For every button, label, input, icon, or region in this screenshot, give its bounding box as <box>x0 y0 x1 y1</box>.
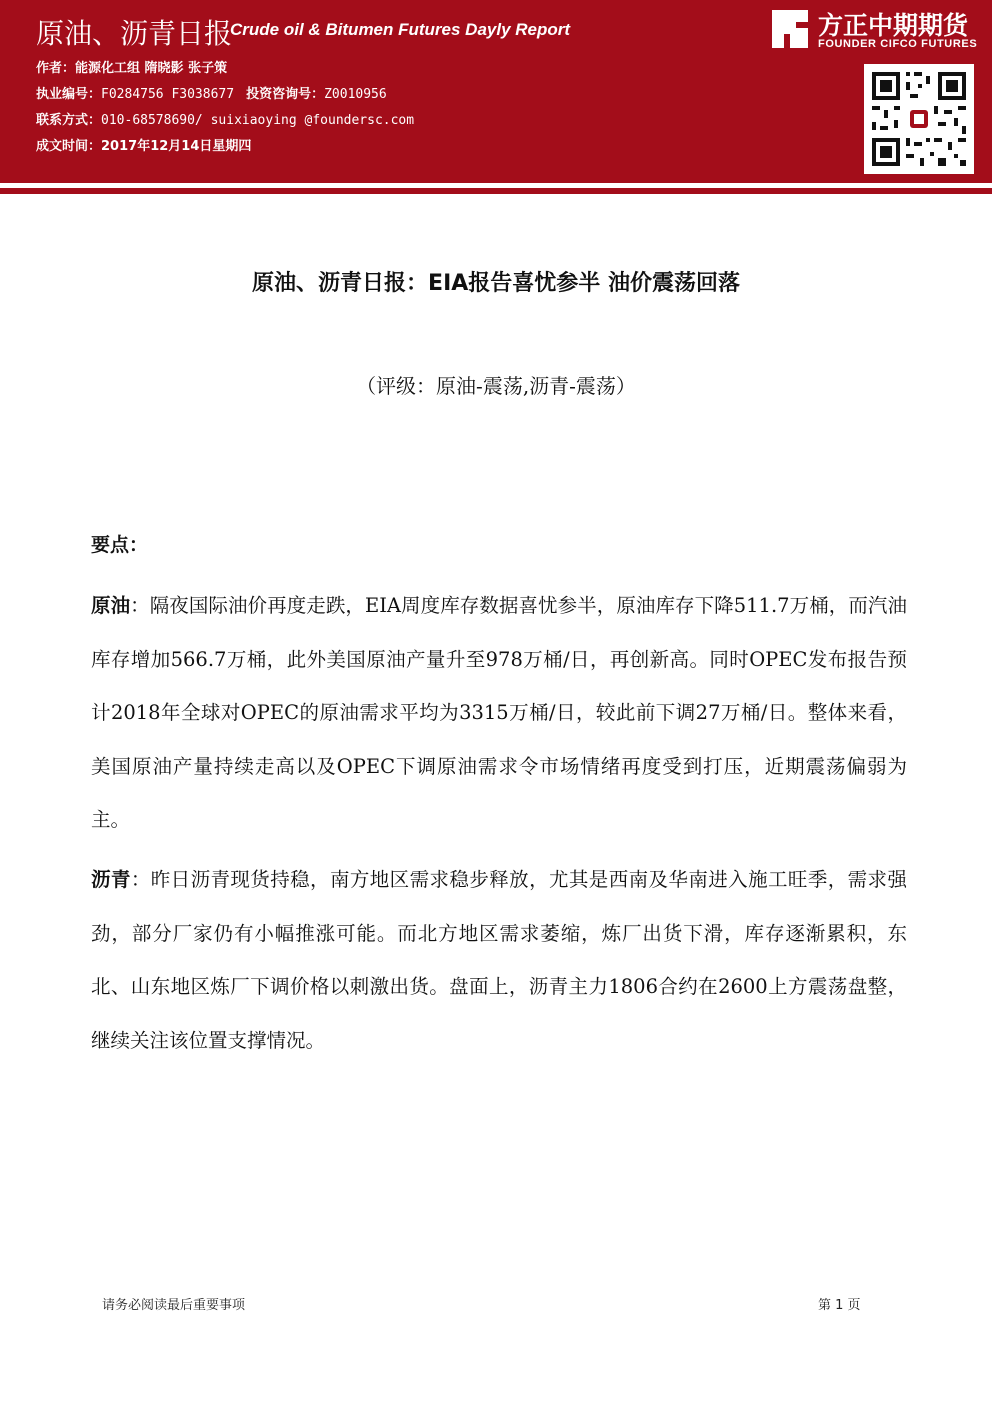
author-label: 作者： <box>36 61 76 76</box>
date-value: 2017年12月14日星期四 <box>101 139 252 154</box>
contact-label: 联系方式： <box>36 113 102 128</box>
company-logo <box>768 6 986 58</box>
report-header-banner <box>0 0 992 183</box>
header-divider <box>0 188 992 194</box>
license-line <box>36 83 387 102</box>
page-number: 第 1 页 <box>818 1298 861 1313</box>
company-logo-icon <box>768 6 812 52</box>
contact-line <box>36 109 414 128</box>
bitumen-text: ：昨日沥青现货持稳，南方地区需求稳步释放，尤其是西南及华南进入施工旺季，需求强劲，部分厂家仍有小幅推涨可能。而北方地区需求萎缩，炼厂出货下滑，库存逐渐累积，东北、山东地区炼厂下调价格以刺激出货。盘面上，沥青主力1806合约在2600上方震荡盘整，继续关注该位置支撑情况。 <box>91 868 907 1052</box>
document-title: 原油、沥青日报：EIA报告喜忧参半 油价震荡回落 <box>252 271 740 296</box>
report-title-en: Crude oil & Bitumen Futures Dayly Report <box>230 20 571 39</box>
footer-notice: 请务必阅读最后重要事项 <box>102 1298 246 1313</box>
key-points-heading: 要点： <box>91 534 149 556</box>
logo-en-text: FOUNDER CIFCO FUTURES <box>818 38 978 50</box>
crude-oil-text: ：隔夜国际油价再度走跌，EIA周度库存数据喜忧参半，原油库存下降511.7万桶，而汽油库存增加566.7万桶，此外美国原油产量升至978万桶/日，再创新高。同时OPEC发布报告预计2018年全球对OPEC的原油需求平均为3315万桶/日，较此前下调27万桶/日。整体来看，美国原油产量持续走高以及OPEC下调原油需求令市场情绪再度受到打压，近期震荡偏弱为主。 <box>91 594 907 831</box>
crude-oil-lead: 原油 <box>91 594 131 617</box>
author-line <box>36 57 227 76</box>
qr-code-icon <box>864 64 974 174</box>
logo-cn-text: 方正中期期货 <box>818 11 969 40</box>
bitumen-lead: 沥青 <box>91 868 131 891</box>
rating-line: （评级：原油-震荡,沥青-震荡） <box>356 374 636 398</box>
date-label: 成文时间： <box>36 139 102 154</box>
date-line <box>36 135 251 154</box>
bitumen-paragraph <box>91 853 907 1067</box>
license-label: 执业编号： <box>36 87 102 102</box>
author-value: 能源化工组 隋晓影 张子策 <box>75 61 228 76</box>
consult-value: Z0010956 <box>324 87 387 102</box>
contact-value: 010-68578690/ suixiaoying @foundersc.com <box>101 113 415 128</box>
crude-oil-paragraph <box>91 579 907 847</box>
consult-label: 投资咨询号： <box>246 87 325 102</box>
license-value: F0284756 F3038677 <box>101 87 235 102</box>
report-title-cn: 原油、沥青日报 <box>36 17 233 50</box>
